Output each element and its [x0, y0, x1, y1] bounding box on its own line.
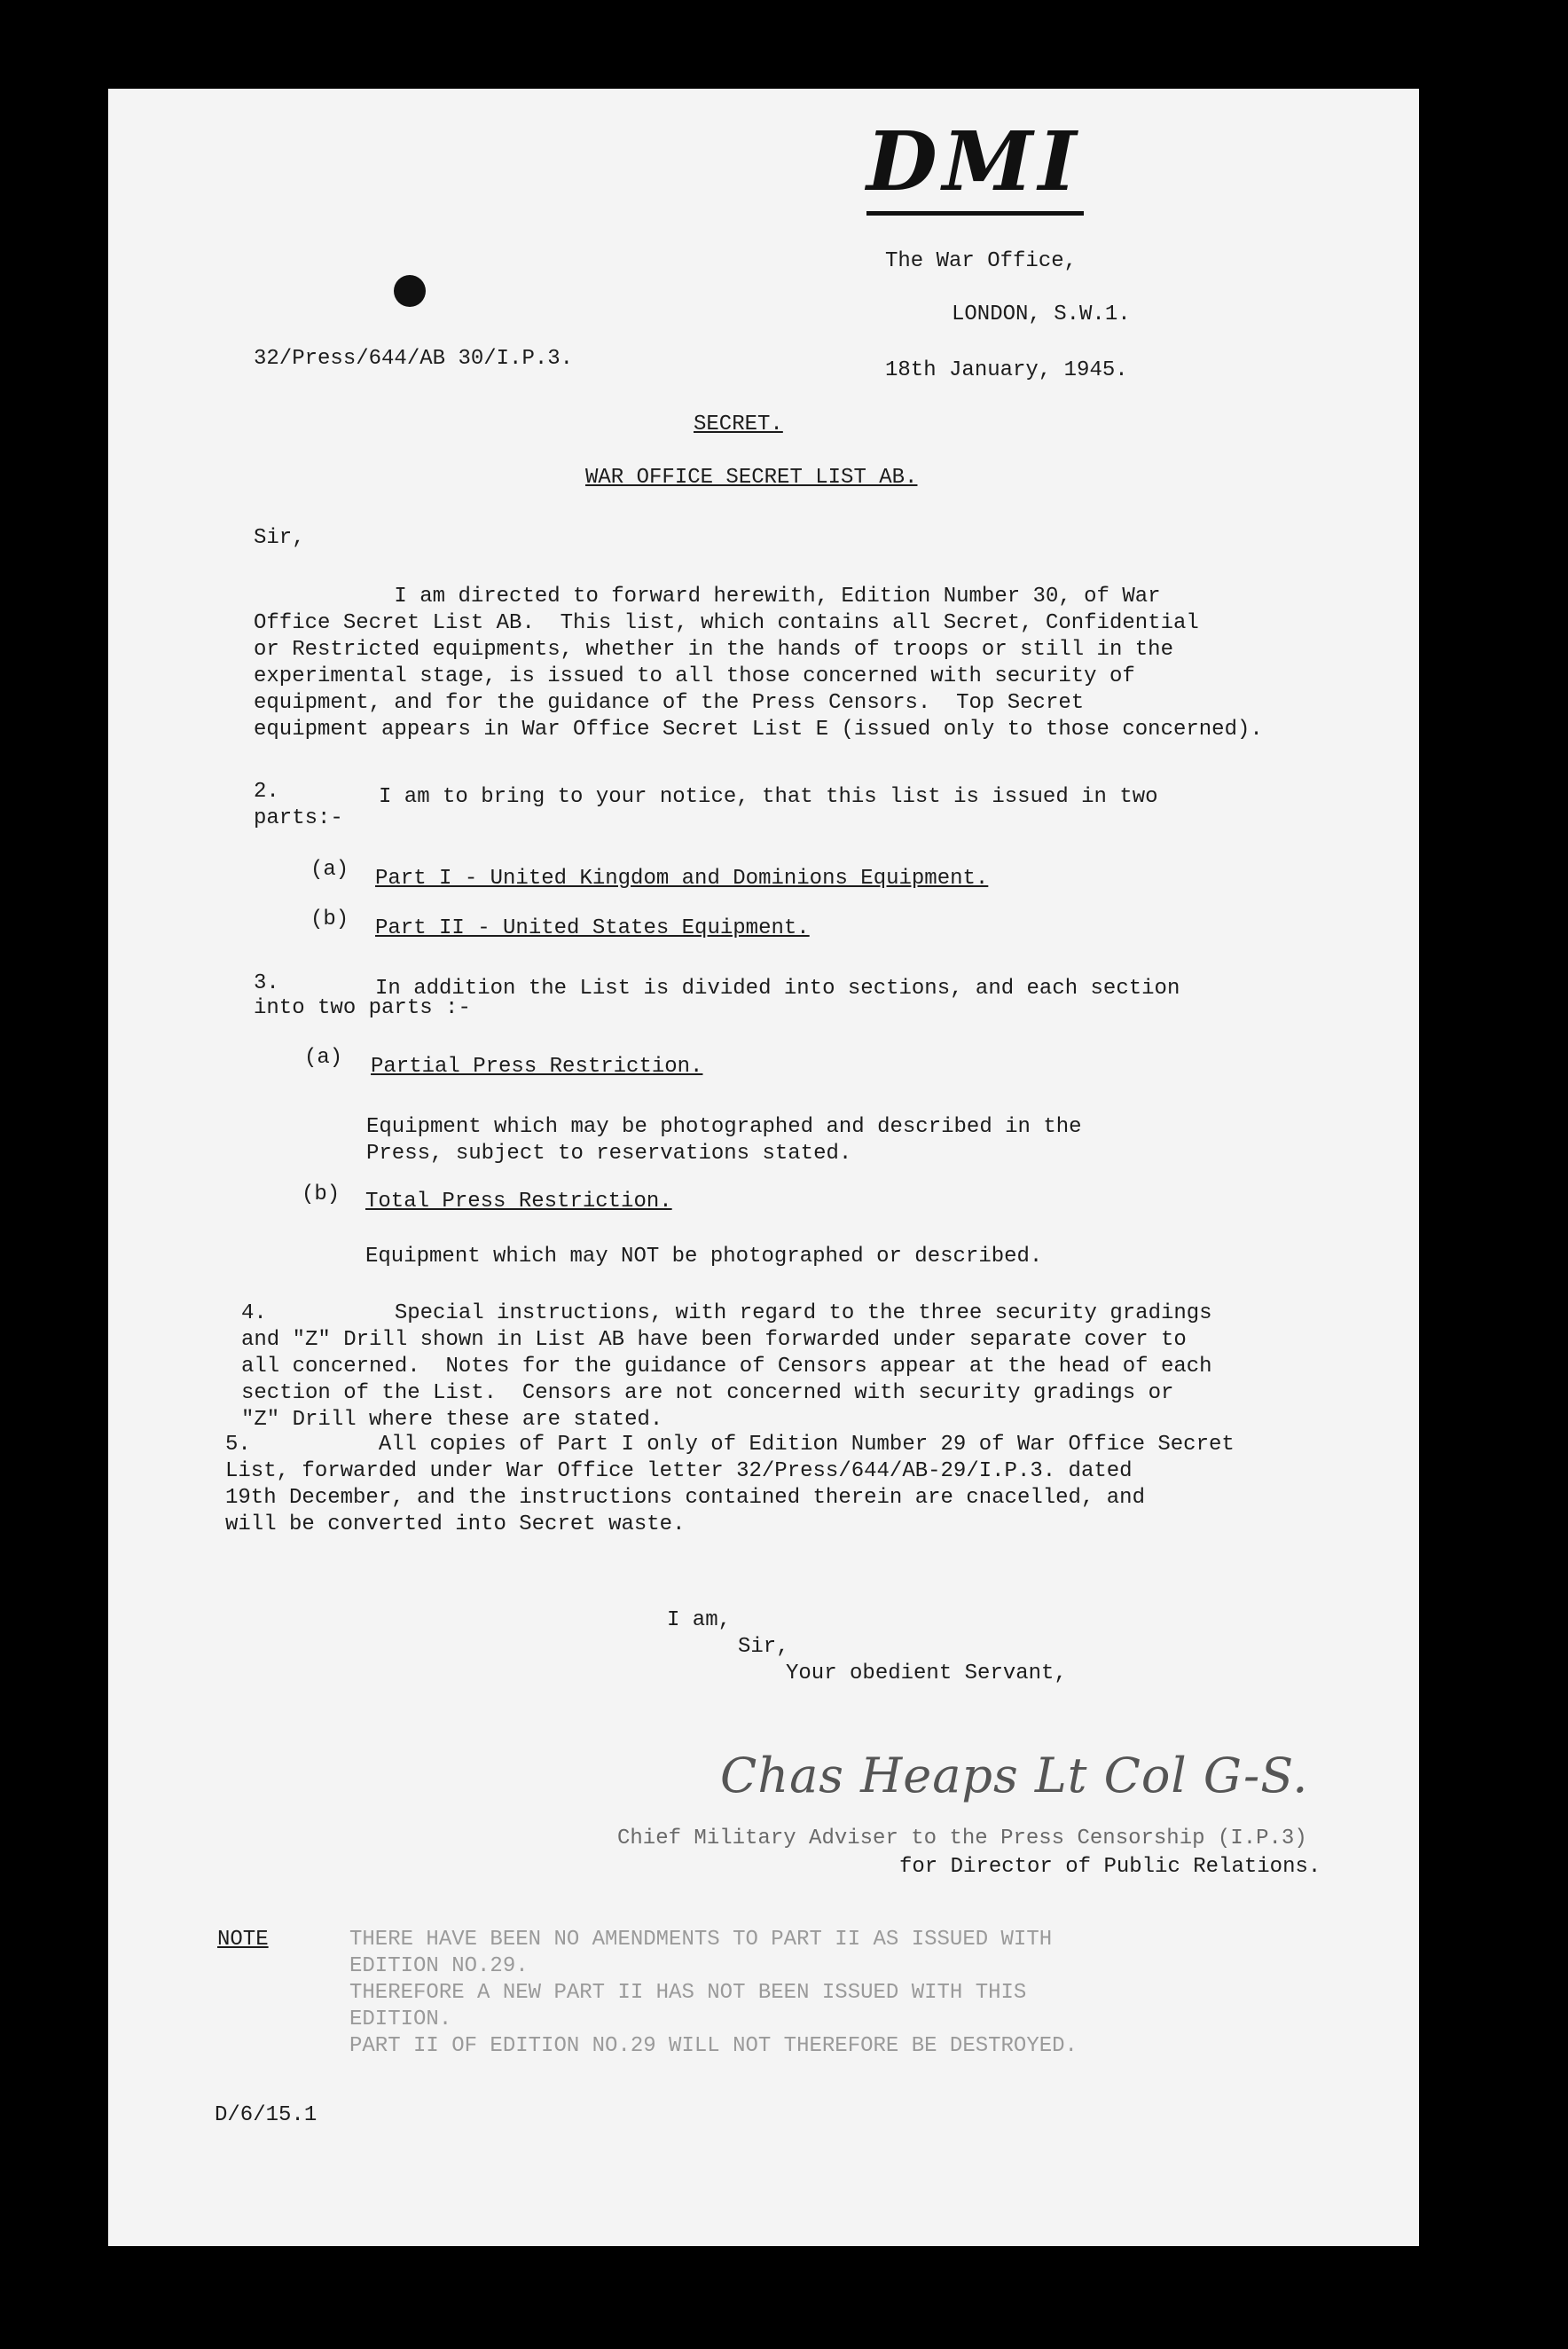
- address-line-2: LONDON, S.W.1.: [952, 302, 1131, 326]
- paragraph-1: I am directed to forward herewith, Edition Number 30, of War Office Secret List AB. This list, which contains all Secret, Confidential or Restricted equipments, whether in the hands of troops or still in the experimental stage, is issued to all those concerned with security of equipment, and for the guidance of the Press Censors. Top Secret equipment appears in War Office Secret List E (issued only to those concerned).: [254, 585, 1263, 742]
- paragraph-5: 5. All copies of Part I only of Edition Number 29 of War Office Secret List, forwarded under War Office letter 32/Press/644/AB-29/I.P.3. dated 19th December, and the instructions contained therein are cnacelled, and will be converted into Secret waste.: [225, 1433, 1235, 1536]
- para-2-text: I am to bring to your notice, that this list is issued in two: [379, 785, 1158, 809]
- para-2-continuation: parts:-: [254, 806, 343, 830]
- letter-date: 18th January, 1945.: [885, 358, 1128, 382]
- total-restriction-description: Equipment which may NOT be photographed or described.: [365, 1245, 1043, 1269]
- list-marker: (a): [310, 858, 349, 882]
- paragraph-4: 4. Special instructions, with regard to the three security gradings and "Z" Drill shown in List AB have been forwarded under separate cover to all concerned. Notes for the guidance of Censors appear at the head of each section of the List. Censors are not concerned with security gradings or "Z" Drill where these are stated.: [241, 1301, 1212, 1432]
- subject-heading: WAR OFFICE SECRET LIST AB.: [585, 466, 918, 490]
- list-item-part-1: Part I - United Kingdom and Dominions Equipment.: [375, 867, 989, 891]
- classification-heading: SECRET.: [694, 412, 783, 436]
- signatory-title-line-2: for Director of Public Relations.: [899, 1855, 1321, 1879]
- note-text: THERE HAVE BEEN NO AMENDMENTS TO PART II AS ISSUED WITH EDITION NO.29. THEREFORE A NEW PART II HAS NOT BEEN ISSUED WITH THIS EDITION. PART II OF EDITION NO.29 WILL NOT THEREFORE BE DESTROYED.: [349, 1928, 1078, 2058]
- note-label: NOTE: [217, 1928, 269, 1952]
- handwritten-signature: Chas Heaps Lt Col G-S.: [720, 1748, 1309, 1803]
- partial-restriction-description: Equipment which may be photographed and described in the Press, subject to reservations stated.: [366, 1115, 1082, 1166]
- para-2-number: 2.: [254, 780, 279, 804]
- file-code: D/6/15.1: [215, 2103, 318, 2127]
- signatory-title-line-1: Chief Military Adviser to the Press Censorship (I.P.3): [617, 1827, 1307, 1850]
- list-marker: (b): [310, 907, 349, 931]
- para-3-number: 3.: [254, 971, 279, 995]
- closing-line-1: I am,: [667, 1608, 732, 1632]
- closing-line-2: Sir,: [738, 1635, 789, 1659]
- reference-number: 32/Press/644/AB 30/I.P.3.: [254, 347, 574, 371]
- para-3-continuation: into two parts :-: [254, 996, 471, 1020]
- list-item-part-2: Part II - United States Equipment.: [375, 916, 810, 940]
- para-3-text: In addition the List is divided into sections, and each section: [375, 977, 1180, 1001]
- partial-restriction-title: Partial Press Restriction.: [371, 1055, 703, 1079]
- list-marker: (a): [304, 1046, 343, 1070]
- total-restriction-title: Total Press Restriction.: [365, 1190, 672, 1214]
- handwritten-mark: DMI: [866, 114, 1084, 216]
- salutation: Sir,: [254, 526, 305, 550]
- document-page: [108, 89, 1419, 2246]
- punch-hole: [394, 275, 426, 307]
- closing-line-3: Your obedient Servant,: [786, 1662, 1067, 1685]
- list-marker: (b): [302, 1182, 341, 1206]
- address-line-1: The War Office,: [885, 249, 1078, 273]
